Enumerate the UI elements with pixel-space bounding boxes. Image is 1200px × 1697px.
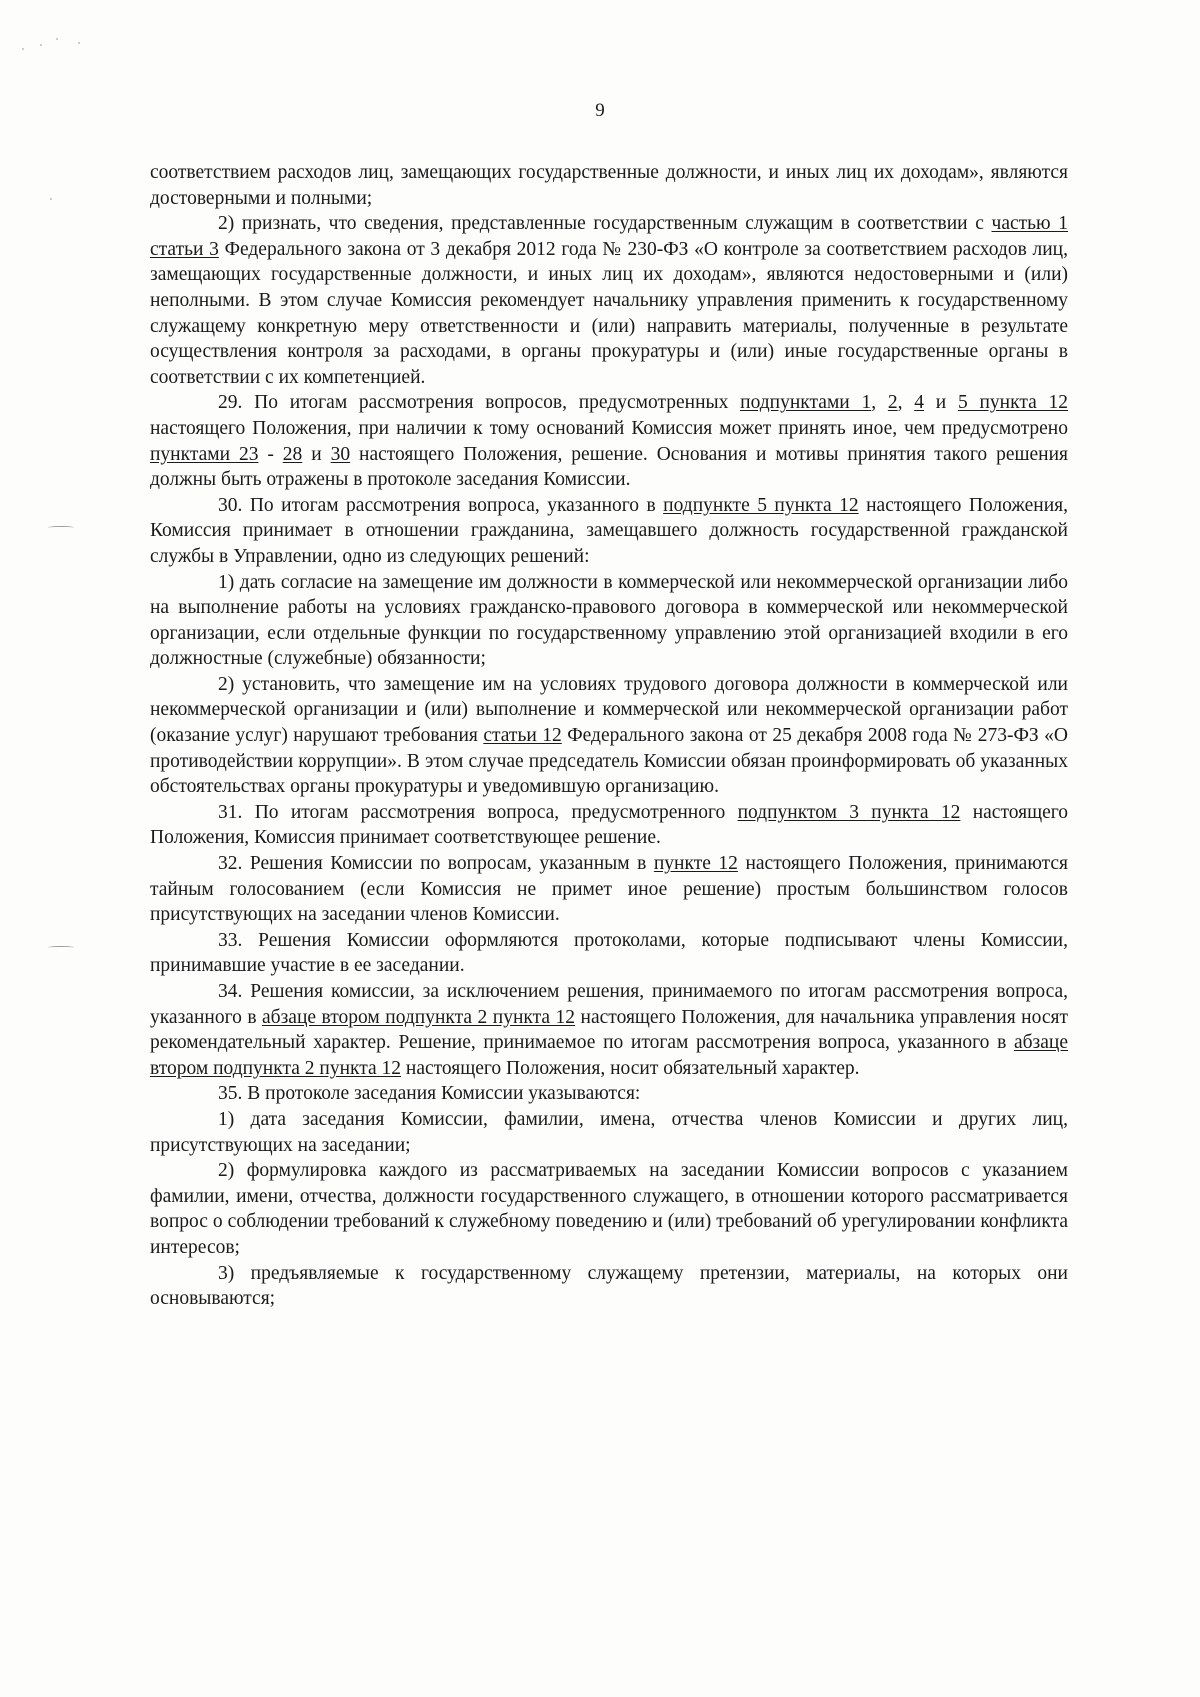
paragraph — [150, 1158, 1068, 1260]
paragraph-text: , — [871, 392, 888, 414]
paragraph-text: 34. Решения комиссии, за исключением решения, принимаемого по итогам рассмотрения вопроса, указанного в — [150, 981, 1068, 1028]
paragraph-text: 3) предъявляемые к государственному служащему претензии, материалы, на которых они основываются; — [150, 1262, 1068, 1310]
paragraph — [150, 211, 1068, 390]
paragraph-text: 30. По итогам рассмотрения вопроса, указанного в — [218, 494, 664, 516]
paragraph — [150, 928, 1068, 979]
legal-reference-link[interactable]: абзаце втором подпункта 2 пункта 12 — [150, 1032, 1068, 1079]
legal-reference-link[interactable]: пункте 12 — [653, 853, 738, 875]
paragraph-text: 33. Решения Комиссии оформляются протоколами, которые подписывают члены Комиссии, принимавшие участие в ее заседании. — [150, 929, 1068, 977]
paragraph-text: настоящего Положения, принимаются тайным голосованием (если Комиссия не примет иное решение) простым большинством голосов присутствующих на заседании членов Комиссии. — [150, 853, 1069, 926]
paragraph-text: настоящего Положения, Комиссия принимает в отношении гражданина, замещавшего должность государственной гражданской службы в Управлении, одно из следующих решений: — [150, 494, 1069, 567]
paragraph-text: , — [897, 392, 915, 414]
binder-hole-mark — [48, 526, 74, 529]
paragraph — [150, 1081, 1068, 1107]
paragraph-text: настоящего Положения, Комиссия принимает соответствующее решение. — [150, 801, 1068, 849]
legal-reference-link[interactable]: подпункте 5 пункта 12 — [663, 494, 859, 516]
paragraph-text: настоящего Положения, решение. Основания и мотивы принятия такого решения должны быть отражены в протоколе заседания Комиссии. — [150, 443, 1069, 491]
paragraph-text: Федерального закона от 25 декабря 2008 года № 273-ФЗ «О противодействии коррупции». В этом случае председатель Комиссии обязан проинформировать об указанных обстоятельствах органы прокуратуры и уведомившую организацию. — [150, 725, 1068, 798]
paragraph-text: настоящего Положения, носит обязательный характер. — [401, 1057, 860, 1079]
paragraph — [150, 160, 1068, 211]
page-number: 9 — [595, 100, 605, 121]
scan-speck — [22, 48, 24, 50]
paragraph-text: 1) дать согласие на замещение им должности в коммерческой или некоммерческой организации либо на выполнение работы на условиях гражданско-правового договора в коммерческой или некоммерческой организации, если отдельные функции по государственному управлению этой организацией входили в его должностные (служебные) обязанности; — [150, 571, 1068, 670]
paragraph-text: настоящего Положения, при наличии к тому оснований Комиссия может принять иное, чем предусмотрено — [150, 417, 1068, 439]
paragraph-text: 2) признать, что сведения, представленные государственным служащим в соответствии с — [218, 213, 992, 235]
scan-speck — [40, 44, 42, 46]
legal-reference-link[interactable]: статьи 12 — [483, 725, 562, 747]
paragraph — [150, 493, 1068, 570]
legal-reference-link[interactable]: абзаце втором подпункта 2 пункта 12 — [262, 1006, 576, 1028]
paragraph — [150, 570, 1068, 672]
paragraph — [150, 979, 1068, 1081]
paragraph-text: соответствием расходов лиц, замещающих государственные должности, и иных лиц их доходам», являются достоверными и полными; — [150, 162, 1068, 209]
legal-reference-link[interactable]: 30 — [330, 443, 351, 465]
paragraph — [150, 1261, 1068, 1312]
paragraph-text: 2) установить, что замещение им на условиях трудового договора должности в коммерческой или некоммерческой организации и (или) выполнение и коммерческой или некоммерческой организации работ (оказание услуг) нарушают требования — [150, 673, 1068, 747]
paragraph-text: 32. Решения Комиссии по вопросам, указанным в — [218, 853, 654, 875]
paragraph-text: 31. По итогам рассмотрения вопроса, предусмотренного — [218, 801, 738, 823]
scan-speck — [78, 42, 80, 44]
paragraph-text: и — [302, 443, 331, 465]
paragraph — [150, 800, 1068, 851]
paragraph — [150, 851, 1068, 928]
legal-reference-link[interactable]: 28 — [282, 443, 303, 465]
paragraph — [150, 390, 1068, 492]
paragraph — [150, 1107, 1068, 1158]
paragraph — [150, 672, 1068, 800]
paragraph-text: 1) дата заседания Комиссии, фамилии, имена, отчества членов Комиссии и других лиц, присутствующих на заседании; — [150, 1108, 1068, 1156]
paragraph-text: настоящего Положения, для начальника управления носят рекомендательный характер. Решение, принимаемое по итогам рассмотрения вопроса, указанного в — [150, 1006, 1068, 1054]
paragraph-text: Федерального закона от 3 декабря 2012 года № 230-ФЗ «О контроле за соответствием расходов лиц, замещающих государственные должности, и иных лиц их доходам», являются недостоверными и (или) неполными. В этом случае Комиссия рекомендует начальнику управления применить к государственному служащему конкретную меру ответственности и (или) направить материалы, полученные в результате осуществления контроля за расходами, в органы прокуратуры и (или) иные государственные органы в соответствии с их компетенцией. — [150, 238, 1068, 388]
paragraph-text: - — [258, 443, 283, 465]
legal-reference-link[interactable]: подпунктом 3 пункта 12 — [737, 801, 961, 823]
legal-reference-link[interactable]: подпунктами 1 — [740, 392, 872, 414]
document-body — [150, 160, 1068, 1312]
legal-reference-link[interactable]: пунктами 23 — [150, 443, 259, 465]
paragraph-text: и — [924, 392, 958, 414]
legal-reference-link[interactable]: частью 1 статьи 3 — [150, 213, 1068, 260]
paragraph-text: 2) формулировка каждого из рассматриваемых на заседании Комиссии вопросов с указанием фамилии, имени, отчества, должности государственного служащего, в отношении которого рассматривается вопрос о соблюдении требований к служебному поведению и (или) требований об урегулировании конфликта интересов; — [150, 1160, 1068, 1258]
scan-speck — [50, 198, 52, 200]
scan-speck — [56, 38, 58, 40]
paragraph-text: 29. По итогам рассмотрения вопросов, предусмотренных — [218, 392, 741, 414]
legal-reference-link[interactable]: 5 пункта 12 — [957, 392, 1069, 414]
binder-hole-mark — [48, 946, 74, 949]
legal-reference-link[interactable]: 2 — [887, 392, 898, 414]
legal-reference-link[interactable]: 4 — [914, 392, 925, 414]
paragraph-text: 35. В протоколе заседания Комиссии указываются: — [218, 1083, 641, 1105]
